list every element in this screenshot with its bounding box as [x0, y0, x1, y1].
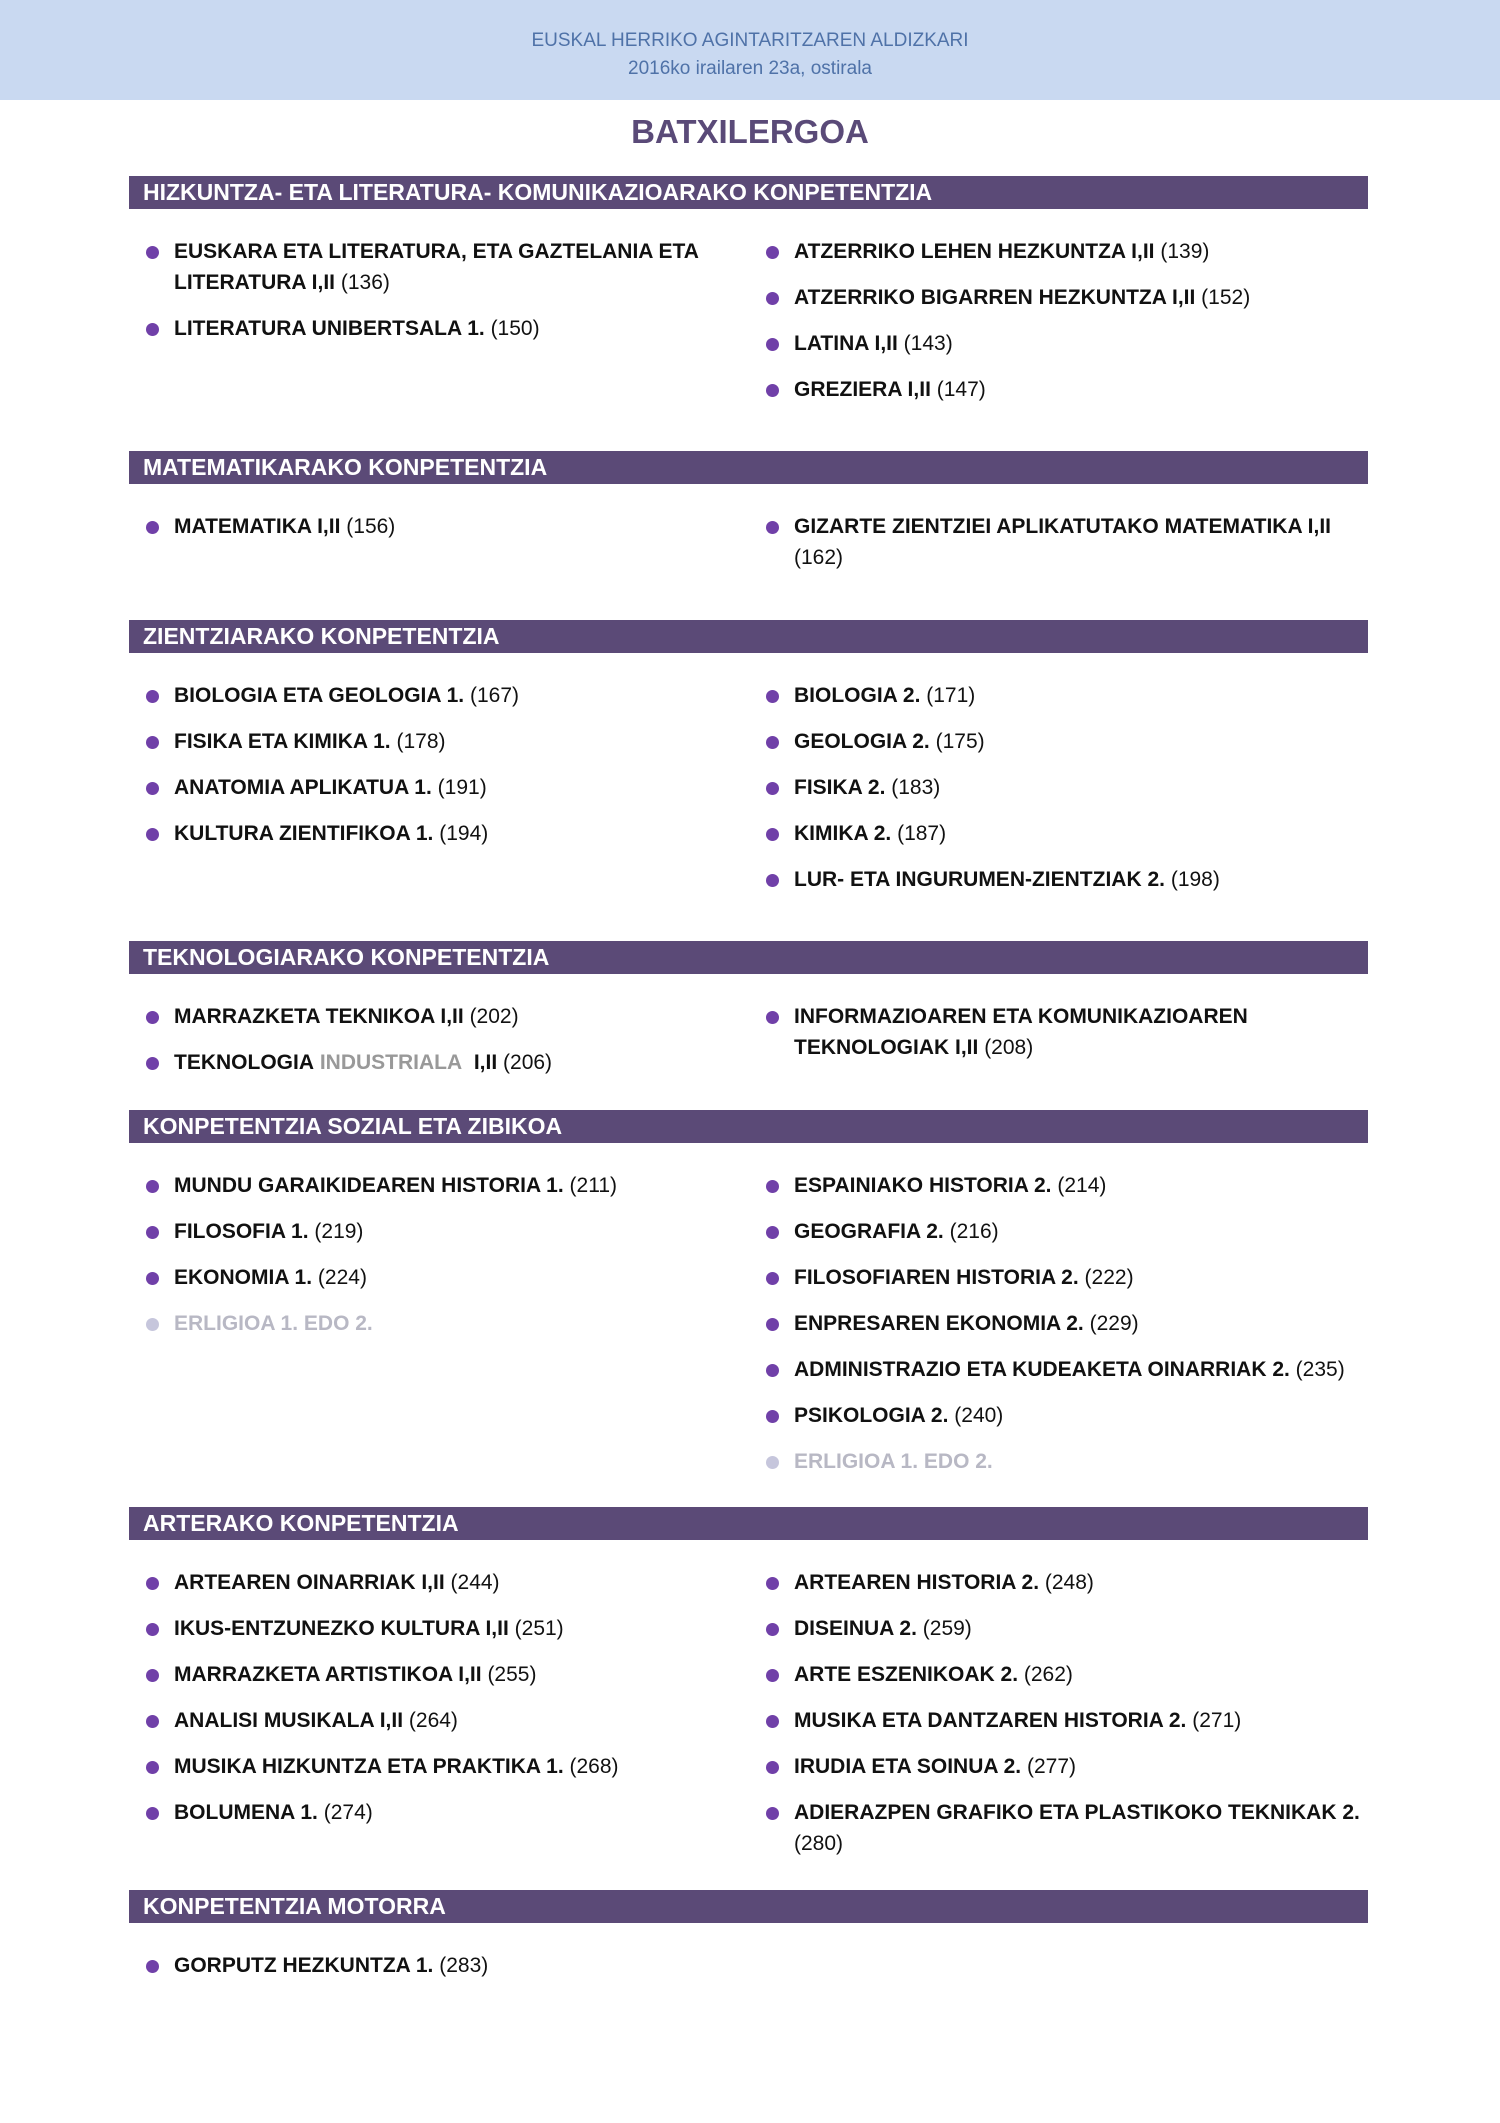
list-item — [766, 1262, 1366, 1293]
page-number: (183) — [891, 776, 941, 799]
bullet-icon — [766, 1623, 779, 1636]
section-right-column — [766, 1001, 1366, 1078]
list-item — [766, 328, 1366, 359]
page-number: (268) — [569, 1755, 619, 1778]
list-item — [146, 1047, 756, 1078]
list-item — [146, 511, 756, 542]
page-number: (244) — [450, 1571, 500, 1594]
subject-name: MARRAZKETA ARTISTIKOA I,II — [174, 1663, 482, 1686]
page-number: (262) — [1023, 1663, 1073, 1686]
subject-name: ARTEAREN OINARRIAK I,II — [174, 1571, 445, 1594]
list-item — [766, 1659, 1366, 1690]
list-item — [766, 680, 1366, 711]
subject-name: GEOLOGIA 2. — [794, 730, 930, 753]
subject-name: ATZERRIKO BIGARREN HEZKUNTZA I,II — [794, 286, 1196, 309]
section-right-column — [766, 680, 1366, 910]
journal-title: EUSKAL HERRIKO AGINTARITZAREN ALDIZKARI — [531, 30, 969, 51]
subject-name: MUSIKA HIZKUNTZA ETA PRAKTIKA 1. — [174, 1755, 564, 1778]
subject-name: ARTEAREN HISTORIA 2. — [794, 1571, 1040, 1594]
section-left-column — [146, 236, 756, 359]
subject-name: KIMIKA 2. — [794, 822, 892, 845]
bullet-icon — [766, 1807, 779, 1820]
subject-name: PSIKOLOGIA 2. — [794, 1404, 949, 1427]
bullet-icon — [146, 1623, 159, 1636]
page-number: (136) — [340, 271, 390, 294]
subject-name: BIOLOGIA ETA GEOLOGIA 1. — [174, 684, 465, 707]
page-number: (259) — [922, 1617, 972, 1640]
subject-name: GEOGRAFIA 2. — [794, 1220, 944, 1243]
section-left-column — [146, 1950, 756, 1996]
bullet-icon — [146, 1960, 159, 1973]
page-number: (255) — [487, 1663, 537, 1686]
subject-name: MARRAZKETA TEKNIKOA I,II — [174, 1005, 464, 1028]
bullet-icon — [146, 1180, 159, 1193]
subject-name: GIZARTE ZIENTZIEI APLIKATUTAKO MATEMATIKA I,II — [794, 515, 1332, 538]
bullet-icon — [766, 1761, 779, 1774]
page-number: (162) — [794, 546, 844, 569]
bullet-icon — [146, 1761, 159, 1774]
bullet-icon — [766, 1226, 779, 1239]
list-item — [146, 1705, 756, 1736]
subject-name: DISEINUA 2. — [794, 1617, 917, 1640]
section-left-column — [146, 511, 756, 557]
page-number: (277) — [1026, 1755, 1076, 1778]
subject-name: MUNDU GARAIKIDEAREN HISTORIA 1. — [174, 1174, 564, 1197]
bullet-icon — [146, 1272, 159, 1285]
subject-name: MATEMATIKA I,II — [174, 515, 341, 538]
subject-name: BOLUMENA 1. — [174, 1801, 318, 1824]
page-number: (167) — [469, 684, 519, 707]
subject-name: MUSIKA ETA DANTZAREN HISTORIA 2. — [794, 1709, 1187, 1732]
bullet-icon — [146, 1318, 159, 1331]
bullet-icon — [766, 1577, 779, 1590]
page-number: (248) — [1044, 1571, 1094, 1594]
bullet-icon — [146, 1577, 159, 1590]
list-item — [766, 1308, 1366, 1339]
section-left-column — [146, 680, 756, 864]
list-item — [146, 818, 756, 849]
list-item — [146, 680, 756, 711]
page-number: (214) — [1057, 1174, 1107, 1197]
bullet-icon — [146, 1807, 159, 1820]
list-item — [146, 1262, 756, 1293]
bullet-icon — [766, 1318, 779, 1331]
subject-name: ERLIGIOA 1. EDO 2. — [174, 1312, 373, 1335]
page-number: (208) — [984, 1036, 1034, 1059]
bullet-icon — [146, 690, 159, 703]
bullet-icon — [146, 521, 159, 534]
list-item — [146, 1950, 756, 1981]
subject-name: FILOSOFIA 1. — [174, 1220, 309, 1243]
section-header: HIZKUNTZA- ETA LITERATURA- KOMUNIKAZIOARAKO KONPETENTZIA — [129, 176, 1368, 209]
bullet-icon — [766, 1180, 779, 1193]
section-header: ARTERAKO KONPETENTZIA — [129, 1507, 1368, 1540]
list-item — [146, 1659, 756, 1690]
list-item — [146, 1001, 756, 1032]
list-item — [766, 1567, 1366, 1598]
list-item — [766, 511, 1366, 573]
bullet-icon — [766, 1272, 779, 1285]
list-item — [766, 1001, 1366, 1063]
bullet-icon — [766, 1456, 779, 1469]
list-item — [146, 1797, 756, 1828]
section-header: KONPETENTZIA SOZIAL ETA ZIBIKOA — [129, 1110, 1368, 1143]
list-item — [146, 1567, 756, 1598]
page-number: (198) — [1170, 868, 1220, 891]
page-number: (235) — [1295, 1358, 1345, 1381]
bullet-icon — [766, 690, 779, 703]
bullet-icon — [146, 828, 159, 841]
list-item — [766, 1354, 1366, 1385]
bullet-icon — [766, 292, 779, 305]
bullet-icon — [146, 1226, 159, 1239]
subject-name: ARTE ESZENIKOAK 2. — [794, 1663, 1019, 1686]
subject-name: TEKNOLOGIA — [174, 1051, 314, 1074]
list-item — [766, 818, 1366, 849]
list-item — [766, 1705, 1366, 1736]
page-number: (283) — [439, 1954, 489, 1977]
bullet-icon — [146, 1715, 159, 1728]
section-right-column — [766, 1567, 1366, 1874]
section-header: TEKNOLOGIARAKO KONPETENTZIA — [129, 941, 1368, 974]
subject-name: FISIKA 2. — [794, 776, 886, 799]
page-number: (251) — [514, 1617, 564, 1640]
page-number: (222) — [1084, 1266, 1134, 1289]
subject-name: ADMINISTRAZIO ETA KUDEAKETA OINARRIAK 2. — [794, 1358, 1290, 1381]
list-item — [146, 772, 756, 803]
list-item — [146, 1613, 756, 1644]
list-item — [766, 772, 1366, 803]
bullet-icon — [766, 338, 779, 351]
section-left-column — [146, 1567, 756, 1843]
bullet-icon — [766, 521, 779, 534]
subject-name: IKUS-ENTZUNEZKO KULTURA I,II — [174, 1617, 509, 1640]
list-item — [146, 1170, 756, 1201]
page-number: (171) — [926, 684, 976, 707]
list-item — [766, 1797, 1366, 1859]
subject-name: LITERATURA UNIBERTSALA 1. — [174, 317, 485, 340]
list-item — [766, 374, 1366, 405]
subject-name: ESPAINIAKO HISTORIA 2. — [794, 1174, 1052, 1197]
bullet-icon — [766, 1669, 779, 1682]
page-number: (240) — [954, 1404, 1004, 1427]
bullet-icon — [146, 1669, 159, 1682]
page-number: (152) — [1201, 286, 1251, 309]
subject-name: KULTURA ZIENTIFIKOA 1. — [174, 822, 434, 845]
subject-name: LUR- ETA INGURUMEN-ZIENTZIAK 2. — [794, 868, 1165, 891]
list-item — [766, 282, 1366, 313]
section-right-column — [766, 1170, 1366, 1492]
list-item — [146, 1216, 756, 1247]
subject-name-suffix: I,II — [473, 1051, 498, 1074]
bullet-icon — [146, 323, 159, 336]
subject-name: FISIKA ETA KIMIKA 1. — [174, 730, 391, 753]
journal-date: 2016ko irailaren 23a, ostirala — [628, 58, 872, 79]
bullet-icon — [766, 736, 779, 749]
list-item — [766, 726, 1366, 757]
page-number: (175) — [935, 730, 985, 753]
page-number: (187) — [897, 822, 947, 845]
bullet-icon — [766, 828, 779, 841]
bullet-icon — [766, 1011, 779, 1024]
section-header: MATEMATIKARAKO KONPETENTZIA — [129, 451, 1368, 484]
bullet-icon — [146, 782, 159, 795]
subject-name: INFORMAZIOAREN ETA KOMUNIKAZIOAREN TEKNOLOGIAK I,II — [794, 1005, 1248, 1059]
subject-name: GREZIERA I,II — [794, 378, 931, 401]
subject-name: LATINA I,II — [794, 332, 898, 355]
page-number: (274) — [323, 1801, 373, 1824]
list-item — [766, 1613, 1366, 1644]
bullet-icon — [766, 1715, 779, 1728]
list-item — [146, 313, 756, 344]
page-number: (178) — [396, 730, 446, 753]
section-header: KONPETENTZIA MOTORRA — [129, 1890, 1368, 1923]
section-right-column — [766, 511, 1366, 588]
page-number: (206) — [503, 1051, 553, 1074]
subject-name: ANATOMIA APLIKATUA 1. — [174, 776, 432, 799]
bullet-icon — [146, 246, 159, 259]
list-item — [146, 236, 756, 298]
page-number: (280) — [794, 1832, 844, 1855]
subject-name: IRUDIA ETA SOINUA 2. — [794, 1755, 1022, 1778]
subject-name: GORPUTZ HEZKUNTZA 1. — [174, 1954, 434, 1977]
page-number: (150) — [490, 317, 540, 340]
bullet-icon — [766, 782, 779, 795]
bullet-icon — [146, 1057, 159, 1070]
page-number: (224) — [317, 1266, 367, 1289]
list-item — [766, 864, 1366, 895]
bullet-icon — [766, 1364, 779, 1377]
list-item — [766, 1216, 1366, 1247]
section-left-column — [146, 1001, 756, 1093]
bullet-icon — [146, 736, 159, 749]
list-item — [146, 726, 756, 757]
bullet-icon — [766, 874, 779, 887]
bullet-icon — [766, 384, 779, 397]
page-number: (216) — [949, 1220, 999, 1243]
bullet-icon — [766, 246, 779, 259]
page-number: (147) — [936, 378, 986, 401]
subject-name: EUSKARA ETA LITERATURA, ETA GAZTELANIA ETA LITERATURA I,II — [174, 240, 699, 294]
page-number: (194) — [439, 822, 489, 845]
page-number: (191) — [437, 776, 487, 799]
page-number: (229) — [1089, 1312, 1139, 1335]
list-item — [146, 1308, 756, 1339]
list-item — [766, 1170, 1366, 1201]
subject-name: ATZERRIKO LEHEN HEZKUNTZA I,II — [794, 240, 1155, 263]
subject-name: ERLIGIOA 1. EDO 2. — [794, 1450, 993, 1473]
list-item — [766, 1446, 1366, 1477]
subject-name: FILOSOFIAREN HISTORIA 2. — [794, 1266, 1079, 1289]
section-right-column — [766, 236, 1366, 420]
subject-name-gray: INDUSTRIALA — [319, 1051, 463, 1074]
subject-name: ADIERAZPEN GRAFIKO ETA PLASTIKOKO TEKNIKAK 2. — [794, 1801, 1360, 1824]
section-left-column — [146, 1170, 756, 1354]
subject-name: ANALISI MUSIKALA I,II — [174, 1709, 404, 1732]
page-number: (202) — [469, 1005, 519, 1028]
page-number: (219) — [314, 1220, 364, 1243]
list-item — [146, 1751, 756, 1782]
page-number: (271) — [1192, 1709, 1242, 1732]
subject-name: EKONOMIA 1. — [174, 1266, 313, 1289]
bullet-icon — [146, 1011, 159, 1024]
page-number: (143) — [903, 332, 953, 355]
page-header — [0, 0, 1500, 100]
bullet-icon — [766, 1410, 779, 1423]
subject-name: BIOLOGIA 2. — [794, 684, 921, 707]
list-item — [766, 236, 1366, 267]
subject-name: ENPRESAREN EKONOMIA 2. — [794, 1312, 1084, 1335]
page-number: (264) — [408, 1709, 458, 1732]
section-header: ZIENTZIARAKO KONPETENTZIA — [129, 620, 1368, 653]
list-item — [766, 1751, 1366, 1782]
page-number: (211) — [569, 1174, 618, 1197]
page-title: BATXILERGOA — [631, 113, 869, 150]
page-number: (156) — [346, 515, 396, 538]
page-number: (139) — [1160, 240, 1210, 263]
list-item — [766, 1400, 1366, 1431]
